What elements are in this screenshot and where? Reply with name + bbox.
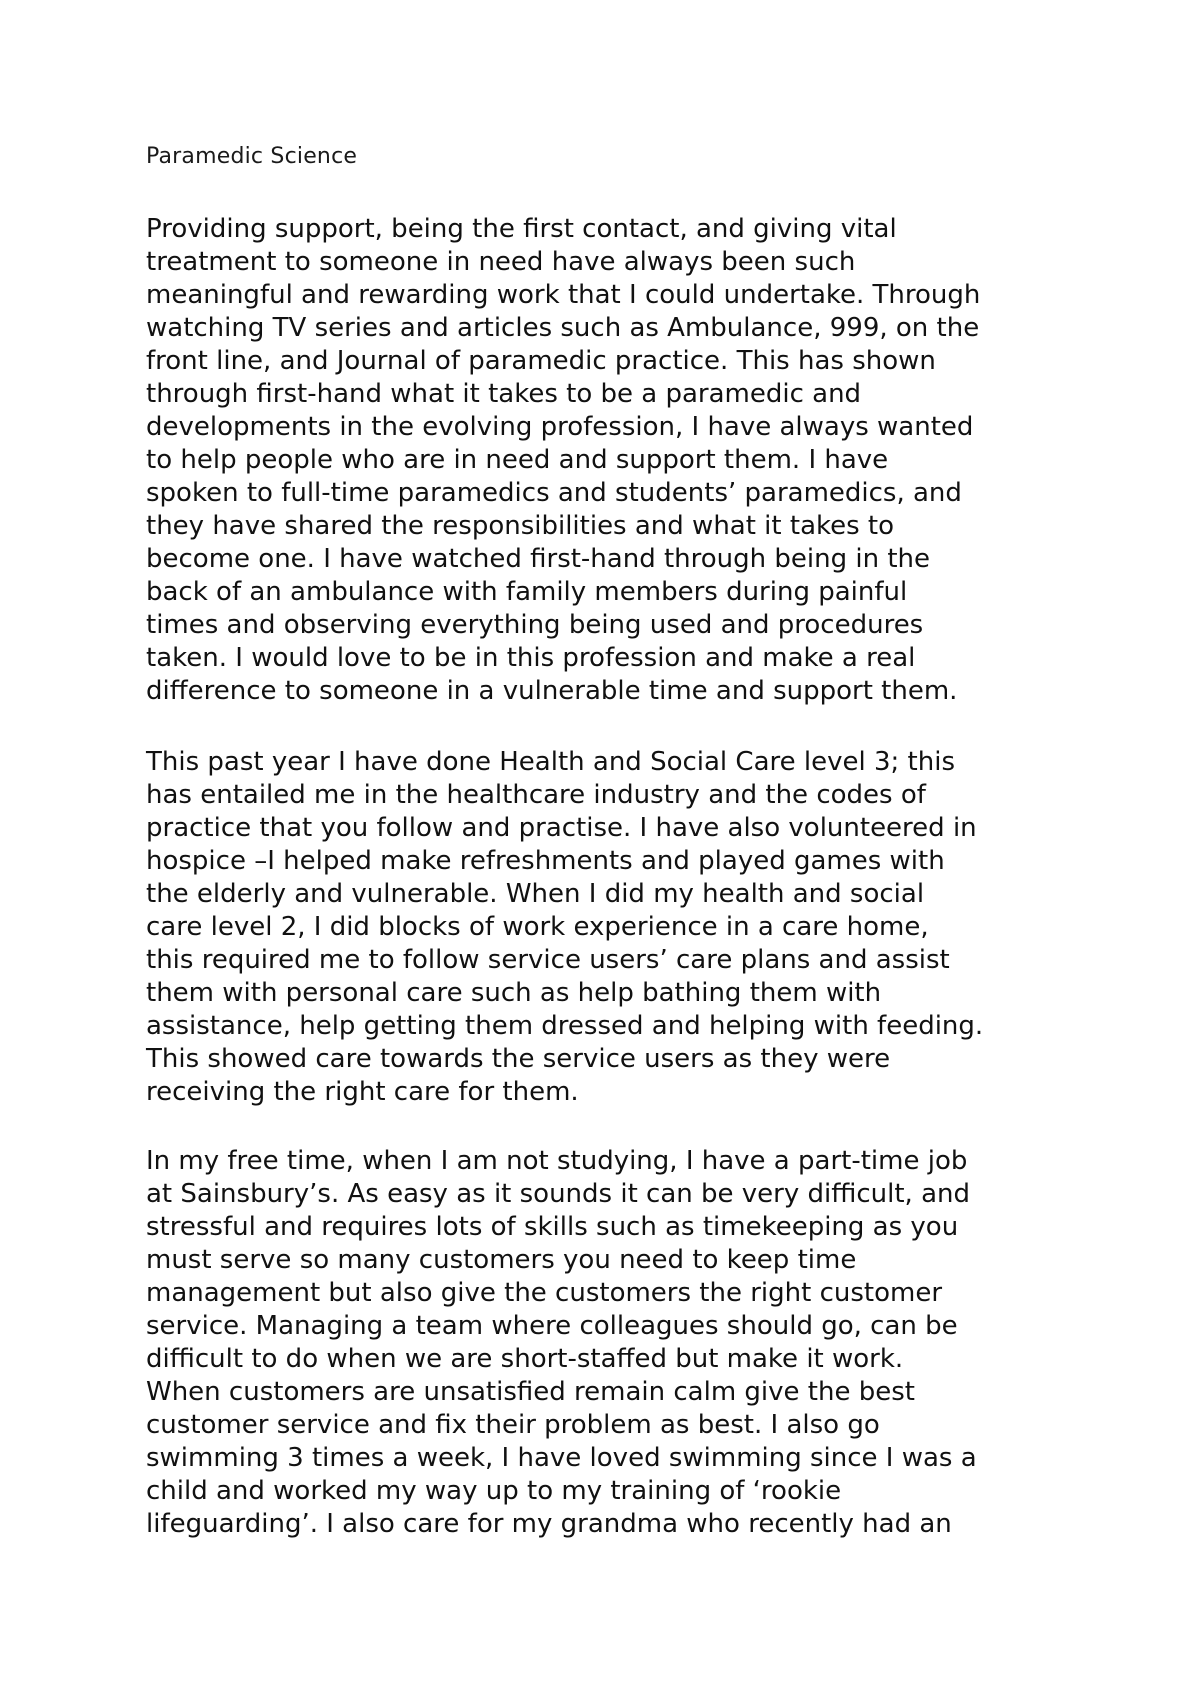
text-line: In my free time, when I am not studying, I have a part-time job [146, 1146, 968, 1176]
paragraph-2 [146, 746, 983, 1109]
text-line: treatment to someone in need have always been such [146, 247, 856, 277]
text-line: swimming 3 times a week, I have loved swimming since I was a [146, 1443, 977, 1473]
text-line: back of an ambulance with family members during painful [146, 577, 908, 607]
text-line: difficult to do when we are short-staffed but make it work. [146, 1344, 904, 1374]
text-line: assistance, help getting them dressed and helping with feeding. [146, 1011, 984, 1041]
text-line: stressful and requires lots of skills such as timekeeping as you [146, 1212, 959, 1242]
text-line: child and worked my way up to my training of ‘rookie [146, 1476, 842, 1506]
text-line: they have shared the responsibilities and what it takes to [146, 511, 895, 541]
text-line: service. Managing a team where colleagues should go, can be [146, 1311, 958, 1341]
text-line: times and observing everything being used and procedures [146, 610, 924, 640]
text-line: customer service and fix their problem as best. I also go [146, 1410, 880, 1440]
text-line: lifeguarding’. I also care for my grandma who recently had an [146, 1509, 952, 1539]
text-line: watching TV series and articles such as Ambulance, 999, on the [146, 313, 980, 343]
text-line: This showed care towards the service users as they were [146, 1044, 891, 1074]
text-line: Providing support, being the first contact, and giving vital [146, 214, 897, 244]
text-line: spoken to full-time paramedics and students’ paramedics, and [146, 478, 962, 508]
text-line: at Sainsbury’s. As easy as it sounds it can be very difficult, and [146, 1179, 970, 1209]
text-line: developments in the evolving profession, I have always wanted [146, 412, 974, 442]
text-line: taken. I would love to be in this profession and make a real [146, 643, 916, 673]
text-line: must serve so many customers you need to keep time [146, 1245, 857, 1275]
text-line: This past year I have done Health and Social Care level 3; this [146, 747, 955, 777]
text-line: through first-hand what it takes to be a paramedic and [146, 379, 862, 409]
text-line: become one. I have watched first-hand through being in the [146, 544, 930, 574]
paragraph-1 [146, 213, 980, 708]
text-line: to help people who are in need and support them. I have [146, 445, 889, 475]
text-line: them with personal care such as help bathing them with [146, 978, 882, 1008]
text-line: meaningful and rewarding work that I could undertake. Through [146, 280, 981, 310]
text-line: this required me to follow service users’ care plans and assist [146, 945, 950, 975]
text-line: difference to someone in a vulnerable time and support them. [146, 676, 958, 706]
paragraph-3 [146, 1145, 977, 1541]
text-line: When customers are unsatisfied remain calm give the best [146, 1377, 915, 1407]
text-line: receiving the right care for them. [146, 1077, 579, 1107]
text-line: hospice –I helped make refreshments and played games with [146, 846, 945, 876]
text-line: care level 2, I did blocks of work experience in a care home, [146, 912, 929, 942]
text-line: has entailed me in the healthcare industry and the codes of [146, 780, 926, 810]
text-line: the elderly and vulnerable. When I did my health and social [146, 879, 925, 909]
text-line: management but also give the customers the right customer [146, 1278, 943, 1308]
text-line: front line, and Journal of paramedic practice. This has shown [146, 346, 936, 376]
document-title: Paramedic Science [146, 144, 358, 169]
text-line: practice that you follow and practise. I have also volunteered in [146, 813, 977, 843]
